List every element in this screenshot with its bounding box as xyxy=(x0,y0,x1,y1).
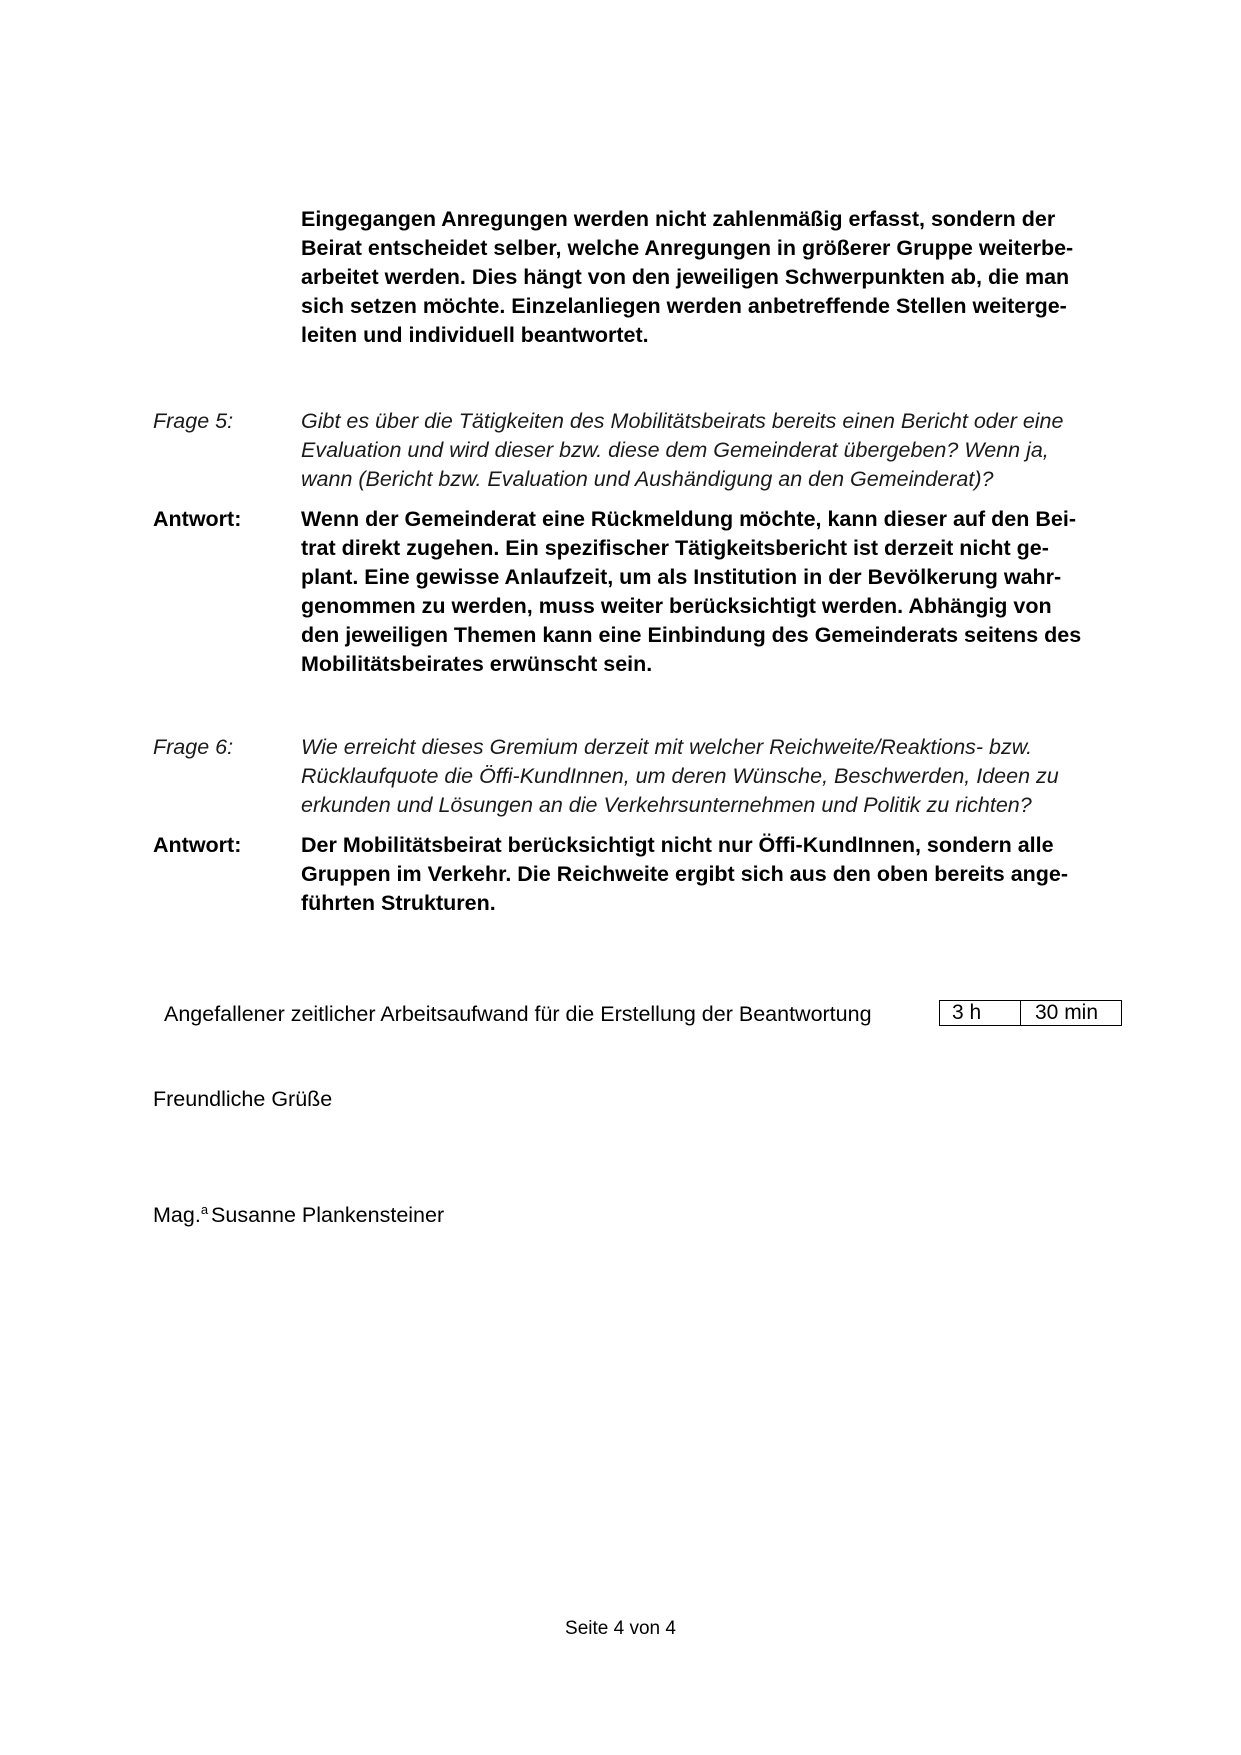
answer-line: Eingegangen Anregungen werden nicht zahlenmäßig erfasst, sondern der xyxy=(301,207,1056,231)
page-footer: Seite 4 von 4 xyxy=(565,1618,676,1639)
answer-line: Gruppen im Verkehr. Die Reichweite ergibt sich aus den oben bereits ange- xyxy=(301,862,1069,886)
question-6 xyxy=(153,733,1133,820)
question-5-text xyxy=(301,407,1131,494)
answer-line: trat direkt zugehen. Ein spezifischer Tätigkeitsbericht ist derzeit nicht ge- xyxy=(301,536,1049,560)
question-line: Wie erreicht dieses Gremium derzeit mit welcher Reichweite/Reaktions- bzw. xyxy=(301,735,1033,759)
answer-6 xyxy=(153,831,1133,918)
effort-label: Angefallener zeitlicher Arbeitsaufwand für die Erstellung der Beantwortung xyxy=(164,1002,872,1026)
answer-line: Mobilitätsbeirates erwünscht sein. xyxy=(301,652,653,676)
question-line: erkunden und Lösungen an die Verkehrsunternehmen und Politik zu richten? xyxy=(301,793,1032,817)
question-line: wann (Bericht bzw. Evaluation und Aushändigung an den Gemeinderat)? xyxy=(301,467,994,491)
question-line: Rücklaufquote die Öffi-KundInnen, um deren Wünsche, Beschwerden, Ideen zu xyxy=(301,764,1059,788)
answer-6-text xyxy=(301,831,1131,918)
answer-line: arbeitet werden. Dies hängt von den jeweiligen Schwerpunkten ab, die man xyxy=(301,265,1070,289)
answer-5-text xyxy=(301,505,1131,679)
answer-5 xyxy=(153,505,1133,679)
signature xyxy=(153,1196,444,1229)
question-6-label: Frage 6: xyxy=(153,735,234,759)
signature-title: Mag. xyxy=(153,1203,201,1227)
question-5 xyxy=(153,407,1133,494)
answer-line: Der Mobilitätsbeirat berücksichtigt nicht nur Öffi-KundInnen, sondern alle xyxy=(301,833,1054,857)
question-line: Evaluation und wird dieser bzw. diese dem Gemeinderat übergeben? Wenn ja, xyxy=(301,438,1049,462)
question-line: Gibt es über die Tätigkeiten des Mobilitätsbeirats bereits einen Bericht oder eine xyxy=(301,409,1064,433)
effort-hours: 3 h xyxy=(940,1001,1021,1025)
effort-table xyxy=(939,1000,1122,1026)
signature-title-suffix: a xyxy=(200,1202,209,1217)
answer-line: sich setzen möchte. Einzelanliegen werden anbetreffende Stellen weiterge- xyxy=(301,294,1067,318)
continued-answer xyxy=(301,205,1131,350)
effort-minutes: 30 min xyxy=(1035,1001,1099,1024)
closing-greeting: Freundliche Grüße xyxy=(153,1087,333,1111)
answer-line: Beirat entscheidet selber, welche Anregungen in größerer Gruppe weiterbe- xyxy=(301,236,1074,260)
question-5-label: Frage 5: xyxy=(153,409,234,433)
answer-line: Wenn der Gemeinderat eine Rückmeldung möchte, kann dieser auf den Bei- xyxy=(301,507,1076,531)
signature-name: Susanne Plankensteiner xyxy=(211,1203,445,1227)
answer-line: plant. Eine gewisse Anlaufzeit, um als Institution in der Bevölkerung wahr- xyxy=(301,565,1062,589)
effort-row xyxy=(164,1000,1124,1028)
question-6-text xyxy=(301,733,1131,820)
answer-6-label: Antwort: xyxy=(153,833,242,857)
answer-line: genommen zu werden, muss weiter berücksichtigt werden. Abhängig von xyxy=(301,594,1052,618)
answer-line: leiten und individuell beantwortet. xyxy=(301,323,649,347)
answer-line: den jeweiligen Themen kann eine Einbindung des Gemeinderats seitens des xyxy=(301,623,1082,647)
answer-5-label: Antwort: xyxy=(153,507,242,531)
answer-line: führten Strukturen. xyxy=(301,891,496,915)
